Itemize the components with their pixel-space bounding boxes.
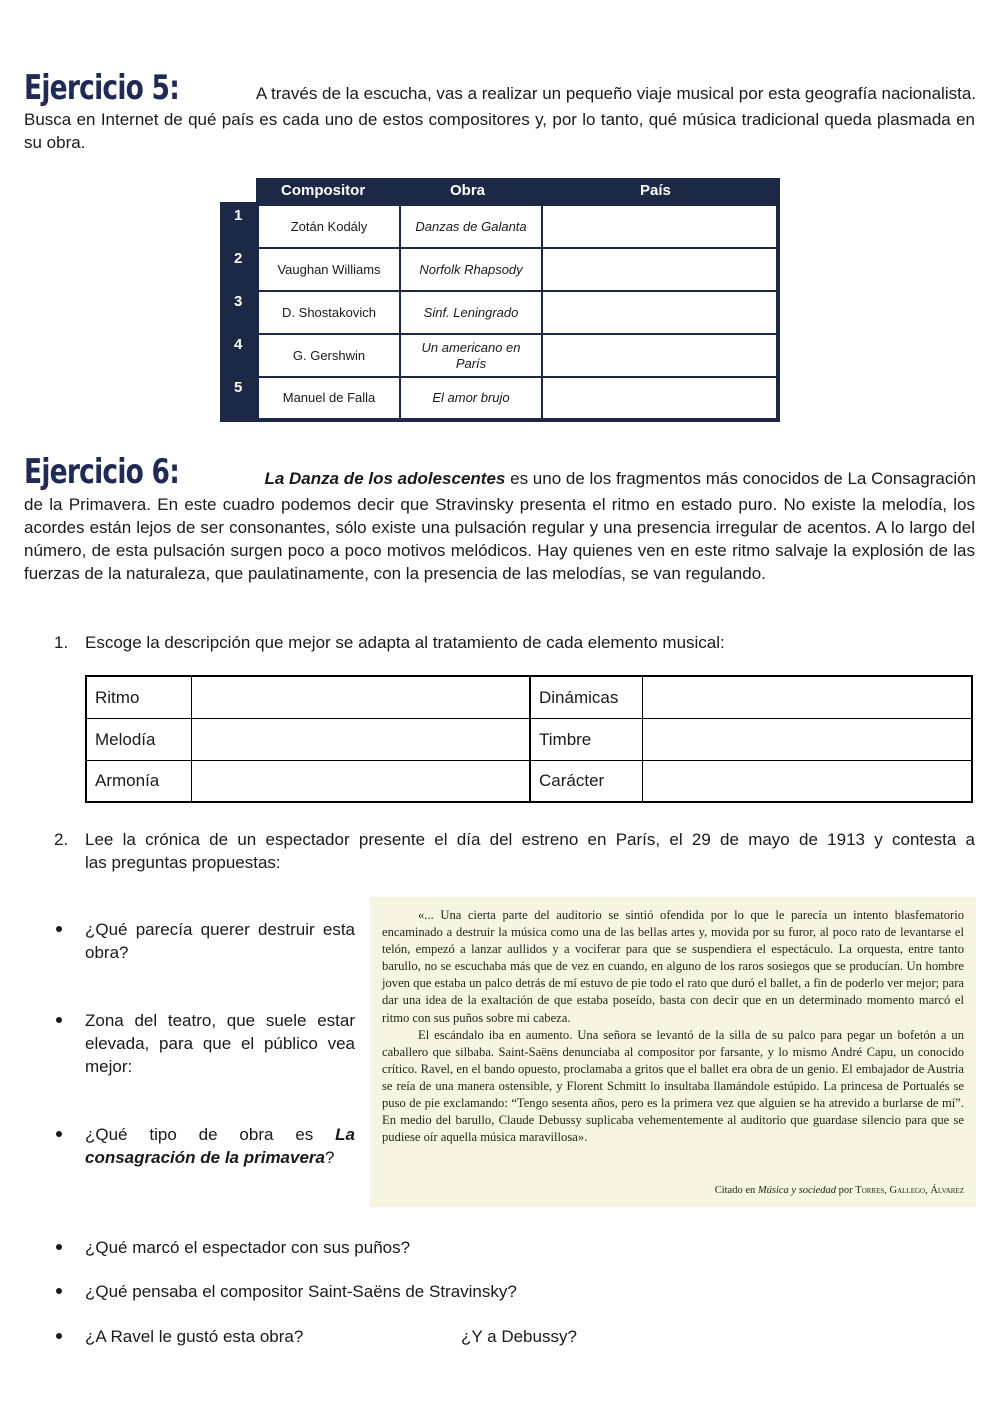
ex5-table-number-column	[220, 202, 260, 422]
ex6-intro: de la Primavera. En este cuadro podemos decir que Stravinsky presenta el ritmo en estado puro. No existe la melodía, los acordes están lejos de ser consonantes, sólo existe una pulsación regular y una presencia irregular de acentos. A lo largo del número, de esta pulsación surgen poco a poco motivos melódicos. Hay quienes ven en este ritmo salvaje la explosión de las fuerzas de la naturaleza, que paulatinamente, con la presencia de las melodías, se van regulando.	[24, 495, 975, 583]
row-number: 4	[234, 336, 243, 353]
composer-cell: Manuel de Falla	[258, 377, 400, 419]
quote-citation	[715, 1185, 964, 1196]
bullet-icon	[56, 1333, 62, 1339]
element-label-armonia: Armonía	[95, 771, 160, 790]
question-ravel: ¿A Ravel le gustó esta obra?	[85, 1327, 304, 1346]
elements-table	[85, 675, 973, 803]
question-work-type-pre: ¿Qué tipo de obra es	[85, 1125, 314, 1144]
composer-cell: G. Gershwin	[258, 334, 400, 377]
bullet-icon	[56, 1017, 62, 1023]
composer-cell: Zotán Kodály	[258, 205, 400, 248]
element-answer-melodia[interactable]	[192, 719, 529, 760]
item-2-line-1: Lee la crónica de un espectador presente el día del estreno en París, el 29 de mayo de 1913 y contesta a	[85, 830, 975, 849]
element-label-melodia: Melodía	[95, 729, 156, 749]
element-label-dinamicas: Dinámicas	[539, 687, 619, 707]
item-1-text: Escoge la descripción que mejor se adapta al tratamiento de cada elemento musical:	[85, 633, 725, 652]
element-label-timbre: Timbre	[539, 729, 592, 749]
bullet-icon	[56, 1288, 62, 1294]
element-answer-armonia[interactable]	[192, 761, 529, 801]
ex5-table-frame-bottom	[220, 419, 780, 422]
bullet-icon	[56, 1131, 62, 1137]
element-answer-ritmo[interactable]	[192, 677, 529, 718]
cite-authors: Torres, Gallego, Álvarez	[855, 1185, 964, 1196]
question-debussy: ¿Y a Debussy?	[461, 1327, 577, 1346]
ex5-title: Ejercicio 5:	[24, 68, 180, 108]
element-label-caracter: Carácter	[539, 771, 605, 790]
ex5-table-frame-right	[777, 178, 780, 422]
ex5-heading-line	[24, 68, 976, 108]
work-cell: Norfolk Rhapsody	[400, 248, 542, 291]
item-2-line-2: las preguntas propuestas:	[85, 853, 281, 872]
question-work-type	[85, 1123, 355, 1169]
header-composer: Compositor	[281, 182, 366, 199]
question-work-type-post: ?	[325, 1148, 335, 1167]
country-input-cell[interactable]	[542, 248, 777, 291]
row-number: 1	[234, 207, 243, 224]
ex6-work-name: La Danza de los adolescentes	[264, 469, 506, 488]
question-saint-saens: ¿Qué pensaba el compositor Saint-Saëns de Stravinsky?	[85, 1282, 517, 1301]
ex5-intro: Busca en Internet de qué país es cada uno de estos compositores y, por lo tanto, qué música tradicional queda plasmada en su obra.	[24, 110, 975, 152]
bullet-icon	[56, 926, 62, 932]
question-theatre-zone: Zona del teatro, que suele estar elevada, para que el público vea mejor:	[85, 1011, 355, 1076]
quote-paragraph-1: «... Una cierta parte del auditorio se sintió ofendida por lo que le parecía un intento blasfematorio encaminado a destruir la música como una de las bellas artes y, movida por su furor, al poco rato de levantarse el telón, empezó a lanzar aullidos y a vociferar para que se suspendiera el espectáculo. La orquesta, entre tanto barullo, no se escuchaba más que de vez en cuando, en alguno de los raros sosiegos que se producían. Un hombre joven que estaba un palco detrás de mí estuvo de pie todo el rato que duró el ballet, a fin de poderlo ver mejor; para dar una idea de la exaltación de que estaba poseído, basta con decir que en un determinado momento marcó el ritmo con sus puños sobre mi cabeza.	[382, 908, 964, 1025]
ex6-intro-first-line	[193, 467, 976, 490]
country-input-cell[interactable]	[542, 377, 777, 419]
country-input-cell[interactable]	[542, 334, 777, 377]
row-number: 2	[234, 250, 243, 267]
question-work-type-title: La consagración de la primavera	[85, 1125, 355, 1167]
item-2-number: 2.	[54, 830, 69, 849]
work-cell: Sinf. Leningrado	[400, 291, 542, 334]
header-country: País	[640, 182, 671, 199]
row-number: 5	[234, 379, 243, 396]
quote-paragraph-2: El escándalo iba en aumento. Una señora se levantó de la silla de su palco para pegar un bofetón a un caballero que silbaba. Saint-Saëns denunciaba al compositor por farsante, y lo mismo André Capu, un conocido crítico. Ravel, en el bando opuesto, proclamaba a gritos que el ballet era obra de un genio. El embajador de Austria se reía de una manera ostensible, y Florent Schmitt lo insultaba llamándole estúpido. La princesa de Portualés se puso de pie exclamando: “Tengo sesenta años, pero es la primera vez que alguien se ha atrevido a burlarse de mí”. En medio del barullo, Claude Debussy suplicaba vehementemente al auditorio que guardase silencio para que se pudiese oír aquella música maravillosa».	[382, 1027, 964, 1145]
item-1-number: 1.	[54, 633, 69, 652]
element-answer-caracter[interactable]	[643, 761, 971, 801]
composer-cell: D. Shostakovich	[258, 291, 400, 334]
element-answer-dinamicas[interactable]	[643, 677, 971, 718]
question-fists: ¿Qué marcó el espectador con sus puños?	[85, 1238, 411, 1257]
cite-by: por	[838, 1185, 853, 1196]
work-cell: Un americano en París	[400, 334, 542, 377]
element-answer-timbre[interactable]	[643, 719, 971, 760]
chronicle-quote-text	[382, 907, 964, 1146]
ex5-table-header	[256, 178, 780, 205]
cite-prefix: Citado en	[714, 1185, 756, 1196]
work-cell: Danzas de Galanta	[400, 205, 542, 248]
country-input-cell[interactable]	[542, 291, 777, 334]
question-destroy: ¿Qué parecía querer destruir esta obra?	[85, 920, 355, 962]
header-work: Obra	[450, 182, 486, 199]
composer-cell: Vaughan Williams	[258, 248, 400, 291]
work-cell: El amor brujo	[400, 377, 542, 419]
element-label-ritmo: Ritmo	[95, 687, 140, 707]
chronicle-quote-box	[370, 897, 976, 1207]
ex6-intro-first-text: es uno de los fragmentos más conocidos de La Consagración	[510, 469, 976, 488]
ex6-title: Ejercicio 6:	[24, 452, 180, 492]
cite-book: Música y sociedad	[757, 1185, 837, 1196]
ex6-heading-line	[24, 452, 976, 492]
ex5-intro-first-line: A través de la escucha, vas a realizar un pequeño viaje musical por esta geografía nacionalista.	[255, 84, 976, 103]
row-number: 3	[234, 293, 243, 310]
bullet-icon	[56, 1244, 62, 1250]
country-input-cell[interactable]	[542, 205, 777, 248]
